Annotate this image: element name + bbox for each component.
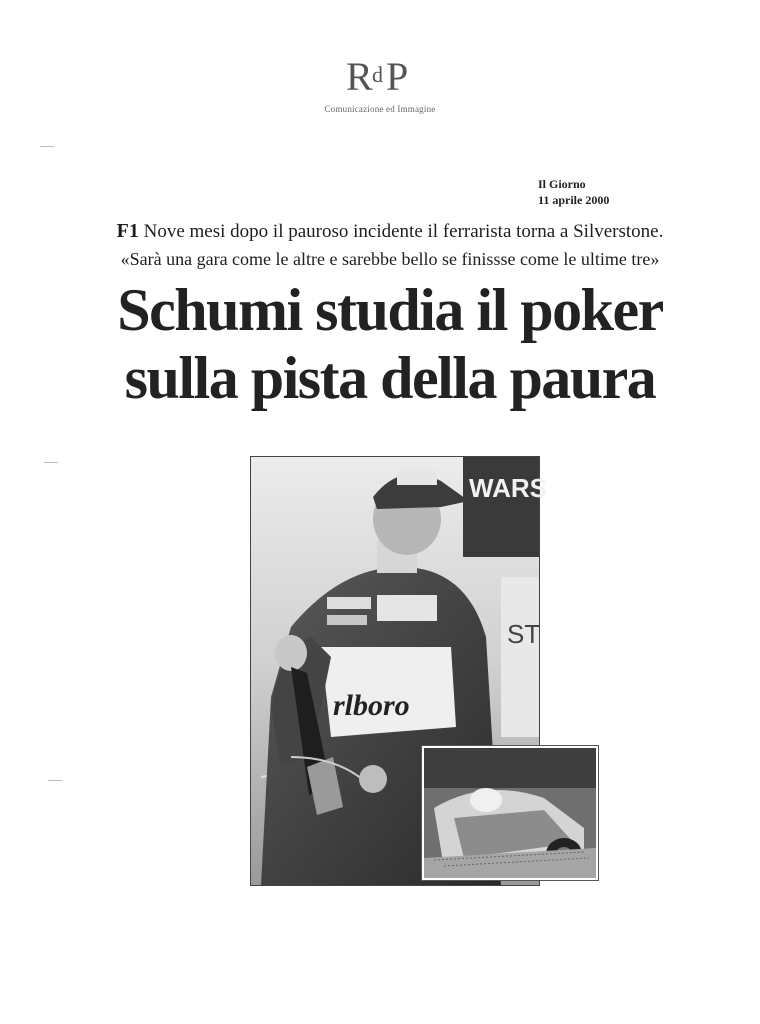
background-sign-text: WARS: [469, 473, 547, 503]
inset-photo: [422, 746, 598, 880]
inset-photo-svg: [424, 748, 596, 878]
source-info: [538, 176, 609, 208]
article-quote: «Sarà una gara come le altre e sarebbe bello se finissse come le ultime tre»: [120, 249, 660, 269]
logo-tagline: Comunicazione ed Immagine: [324, 104, 436, 114]
svg-text:d: d: [372, 62, 380, 87]
headline-line-2: sulla pista della paura: [124, 345, 656, 411]
svg-text:R: R: [346, 54, 370, 99]
svg-text:P: P: [386, 54, 406, 99]
background-sign-text-2: ST: [507, 619, 541, 649]
article-headline: [60, 276, 720, 412]
scan-mark: [48, 780, 62, 781]
sponsor-lettering: rlboro: [333, 689, 410, 722]
scan-mark: [44, 462, 58, 463]
rdp-logo-svg: [0, 52, 760, 98]
letterhead-logo: [0, 52, 760, 114]
publication-name: Il Giorno: [538, 177, 586, 191]
kicker-text: Nove mesi dopo il pauroso incidente il ferrarista torna a Silverstone.: [143, 221, 664, 242]
headline-line-1: Schumi studia il poker: [117, 277, 663, 343]
kicker-tag: F1: [116, 220, 139, 242]
rdp-logo-mark: [0, 52, 760, 98]
scan-mark: [40, 146, 54, 147]
publication-date: 11 aprile 2000: [538, 193, 610, 207]
article-kicker: [70, 220, 710, 243]
